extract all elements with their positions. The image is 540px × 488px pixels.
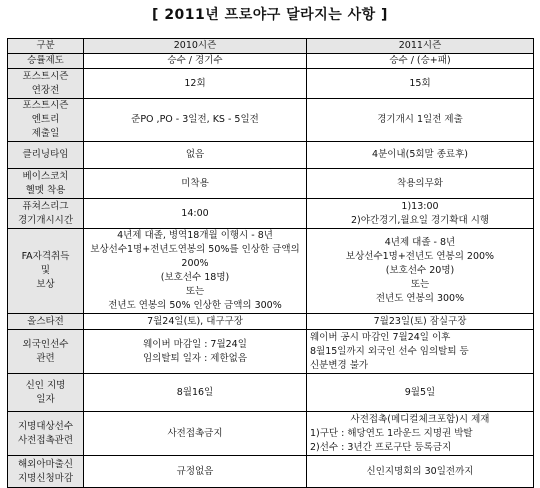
table-row — [8, 169, 534, 199]
cell-2011: 15회 — [307, 69, 534, 99]
cell-2010: 4년제 대졸, 병역18개월 이행시 - 8년 보상선수1명+전년도연봉의 50%를 인상한 금액의 200% (보호선수 18명) 또는 전년도 연봉의 50% 인상한 금액의 300% — [84, 229, 307, 314]
table-row — [8, 69, 534, 99]
row-label: 올스타전 — [8, 314, 84, 330]
page-title: [ 2011년 프로야구 달라지는 사항 ] — [152, 7, 388, 23]
cell-2010: 사전접촉금지 — [84, 412, 307, 456]
header-2010: 2010시즌 — [84, 39, 307, 54]
row-label: 신인 지명 일자 — [8, 374, 84, 412]
row-label: 퓨쳐스리그 경기개시시간 — [8, 199, 84, 229]
cell-2011: 7월23일(토) 잠실구장 — [307, 314, 534, 330]
cell-2010: 미착용 — [84, 169, 307, 199]
table-header-row — [8, 39, 534, 54]
cell-2010: 12회 — [84, 69, 307, 99]
table-row — [8, 99, 534, 142]
table-row — [8, 229, 534, 314]
row-label: 포스트시즌 연장전 — [8, 69, 84, 99]
table-row — [8, 54, 534, 69]
table-row — [8, 412, 534, 456]
cell-2010: 웨이버 마감일 : 7월24일 임의탈퇴 일자 : 제한없음 — [84, 330, 307, 374]
table-row — [8, 142, 534, 169]
comparison-table — [7, 38, 534, 488]
row-label: 베이스코치 헬멧 착용 — [8, 169, 84, 199]
cell-2011: 9월5일 — [307, 374, 534, 412]
cell-2011: 착용의무화 — [307, 169, 534, 199]
row-label: 승률제도 — [8, 54, 84, 69]
table-row — [8, 374, 534, 412]
cell-2010: 14:00 — [84, 199, 307, 229]
cell-2011: 1)13:00 2)야간경기,월요일 경기확대 시행 — [307, 199, 534, 229]
table-row — [8, 199, 534, 229]
cell-2010: 준PO ,PO - 3일전, KS - 5일전 — [84, 99, 307, 142]
cell-2011: 사전접촉(메디컬체크포함)시 제재 1)구단 : 해당연도 1라운드 지명권 박탈 2)선수 : 3년간 프로구단 등록금지 — [307, 412, 534, 456]
cell-2010: 없음 — [84, 142, 307, 169]
cell-2011: 웨이버 공시 마감인 7월24일 이후 8월15일까지 외국인 선수 임의탈퇴 등 신분변경 불가 — [307, 330, 534, 374]
table-row — [8, 314, 534, 330]
cell-2011: 신인지명회의 30일전까지 — [307, 456, 534, 488]
cell-2011: 4분이내(5회말 종료후) — [307, 142, 534, 169]
row-label: 지명대상선수 사전접촉관련 — [8, 412, 84, 456]
row-label: 외국인선수 관련 — [8, 330, 84, 374]
cell-2011: 승수 / (승+패) — [307, 54, 534, 69]
table-row — [8, 330, 534, 374]
cell-2011: 경기개시 1일전 제출 — [307, 99, 534, 142]
header-2011: 2011시즌 — [307, 39, 534, 54]
cell-2010: 승수 / 경기수 — [84, 54, 307, 69]
row-label: 클리닝타임 — [8, 142, 84, 169]
row-label: 포스트시즌 엔트리 제출일 — [8, 99, 84, 142]
row-label: 해외아마출신 지명신청마감 — [8, 456, 84, 488]
row-label: FA자격취득 및 보상 — [8, 229, 84, 314]
cell-2010: 7월24일(토), 대구구장 — [84, 314, 307, 330]
cell-2010: 규정없음 — [84, 456, 307, 488]
cell-2011: 4년제 대졸 - 8년 보상선수1명+전년도 연봉의 200% (보호선수 20명) 또는 전년도 연봉의 300% — [307, 229, 534, 314]
cell-2010: 8월16일 — [84, 374, 307, 412]
header-category: 구분 — [8, 39, 84, 54]
